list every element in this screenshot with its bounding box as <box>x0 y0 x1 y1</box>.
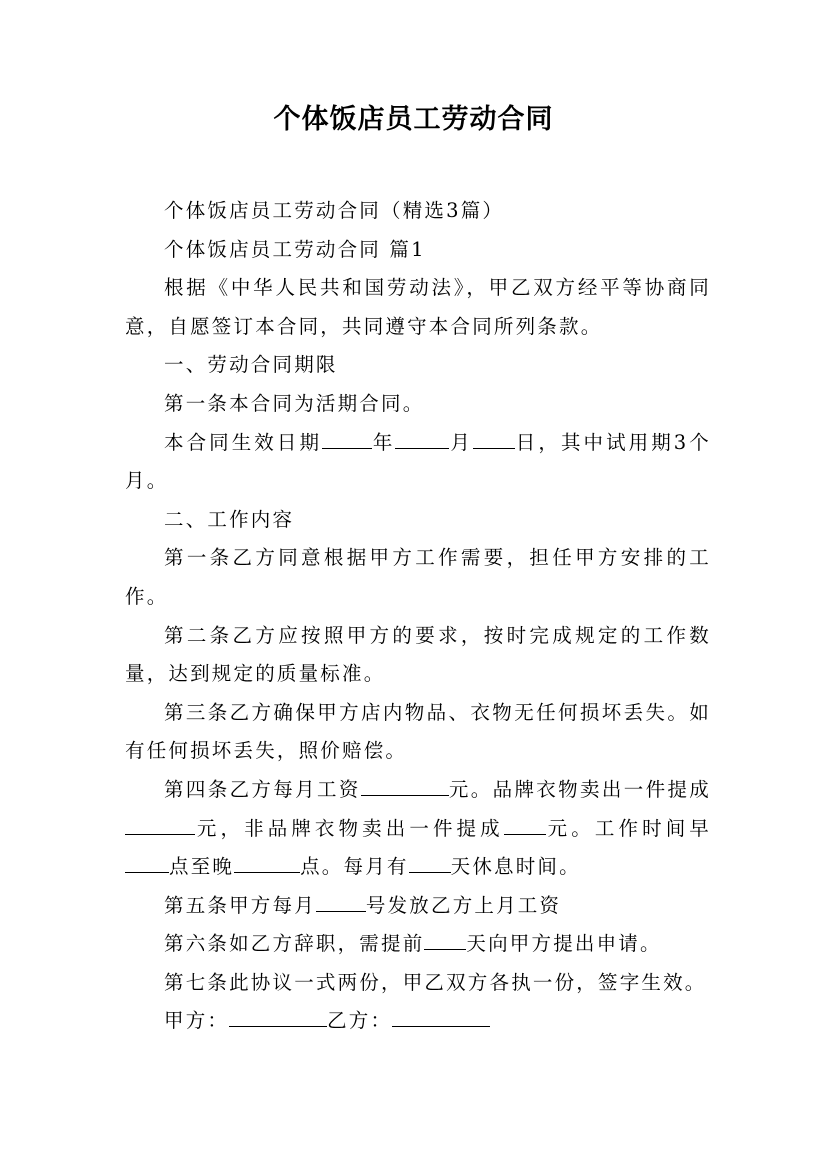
party-b-signature-blank <box>392 1007 490 1027</box>
notice-days-blank <box>424 930 466 950</box>
year-label: 年 <box>372 430 396 454</box>
month-blank <box>395 429 449 449</box>
paragraph-subtitle: 个体饭店员工劳动合同（精选3篇） <box>164 199 505 222</box>
nonbrand-commission-blank <box>504 815 546 835</box>
rest-days-blank <box>409 853 451 873</box>
paragraph-term-article-1: 第一条本合同为活期合同。 <box>164 391 425 415</box>
paragraph-heading-work: 二、工作内容 <box>164 507 295 531</box>
party-a-signature-blank <box>229 1007 327 1027</box>
resignation-suffix: 天向甲方提出申请。 <box>466 932 662 956</box>
party-b-label: 乙方： <box>327 1009 393 1033</box>
brand-commission-blank <box>125 815 195 835</box>
paragraph-work-article-1: 第一条乙方同意根据甲方工作需要，担任甲方安排的工作。 <box>125 546 711 608</box>
paragraph-work-article-5 <box>125 887 711 926</box>
month-label: 月 <box>449 430 473 454</box>
brand-commission-label: 元。品牌衣物卖出一件提成 <box>448 777 711 801</box>
paragraph-heading-term: 一、劳动合同期限 <box>164 353 338 377</box>
document-body <box>125 192 711 1041</box>
day-blank <box>473 429 515 449</box>
salary-label: 第四条乙方每月工资 <box>164 777 361 801</box>
paragraph-work-article-3: 第三条乙方确保甲方店内物品、衣物无任何损坏丢失。如有任何损坏丢失，照价赔偿。 <box>125 700 711 763</box>
start-hour-blank <box>125 853 169 873</box>
resignation-label: 第六条如乙方辞职，需提前 <box>164 932 425 956</box>
paragraph-preamble: 根据《中华人民共和国劳动法》，甲乙双方经平等协商同意，自愿签订本合同，共同遵守本合同所列条款。 <box>125 276 711 338</box>
paragraph-signatures <box>125 1002 711 1041</box>
nonbrand-commission-label: 元，非品牌衣物卖出一件提成 <box>195 816 504 840</box>
end-hour-label: 点至晚 <box>169 855 235 879</box>
rest-days-suffix: 天休息时间。 <box>450 855 581 879</box>
end-hour-blank <box>234 853 300 873</box>
salary-blank <box>361 776 449 796</box>
work-hours-label: 元。工作时间早 <box>545 816 711 840</box>
paragraph-work-article-2: 第二条乙方应按照甲方的要求，按时完成规定的工作数量，达到规定的质量标准。 <box>125 623 711 686</box>
paragraph-work-article-4 <box>125 771 711 887</box>
party-a-label: 甲方： <box>164 1009 230 1033</box>
document-title: 个体饭店员工劳动合同 <box>273 104 554 135</box>
rest-days-label: 点。每月有 <box>300 855 409 879</box>
payday-label: 第五条甲方每月 <box>164 893 316 917</box>
paragraph-section-heading: 个体饭店员工劳动合同 篇1 <box>164 237 426 261</box>
paragraph-work-article-6 <box>125 925 711 964</box>
paragraph-work-article-7: 第七条此协议一式两份，甲乙双方各执一份，签字生效。 <box>164 970 707 994</box>
effective-date-label: 本合同生效日期 <box>164 430 323 454</box>
probation-text: 日，其中试用期3个月。 <box>125 430 711 493</box>
payday-blank <box>316 892 366 912</box>
year-blank <box>322 429 372 449</box>
payday-suffix: 号发放乙方上月工资 <box>365 893 562 917</box>
paragraph-effective-date <box>125 424 711 501</box>
